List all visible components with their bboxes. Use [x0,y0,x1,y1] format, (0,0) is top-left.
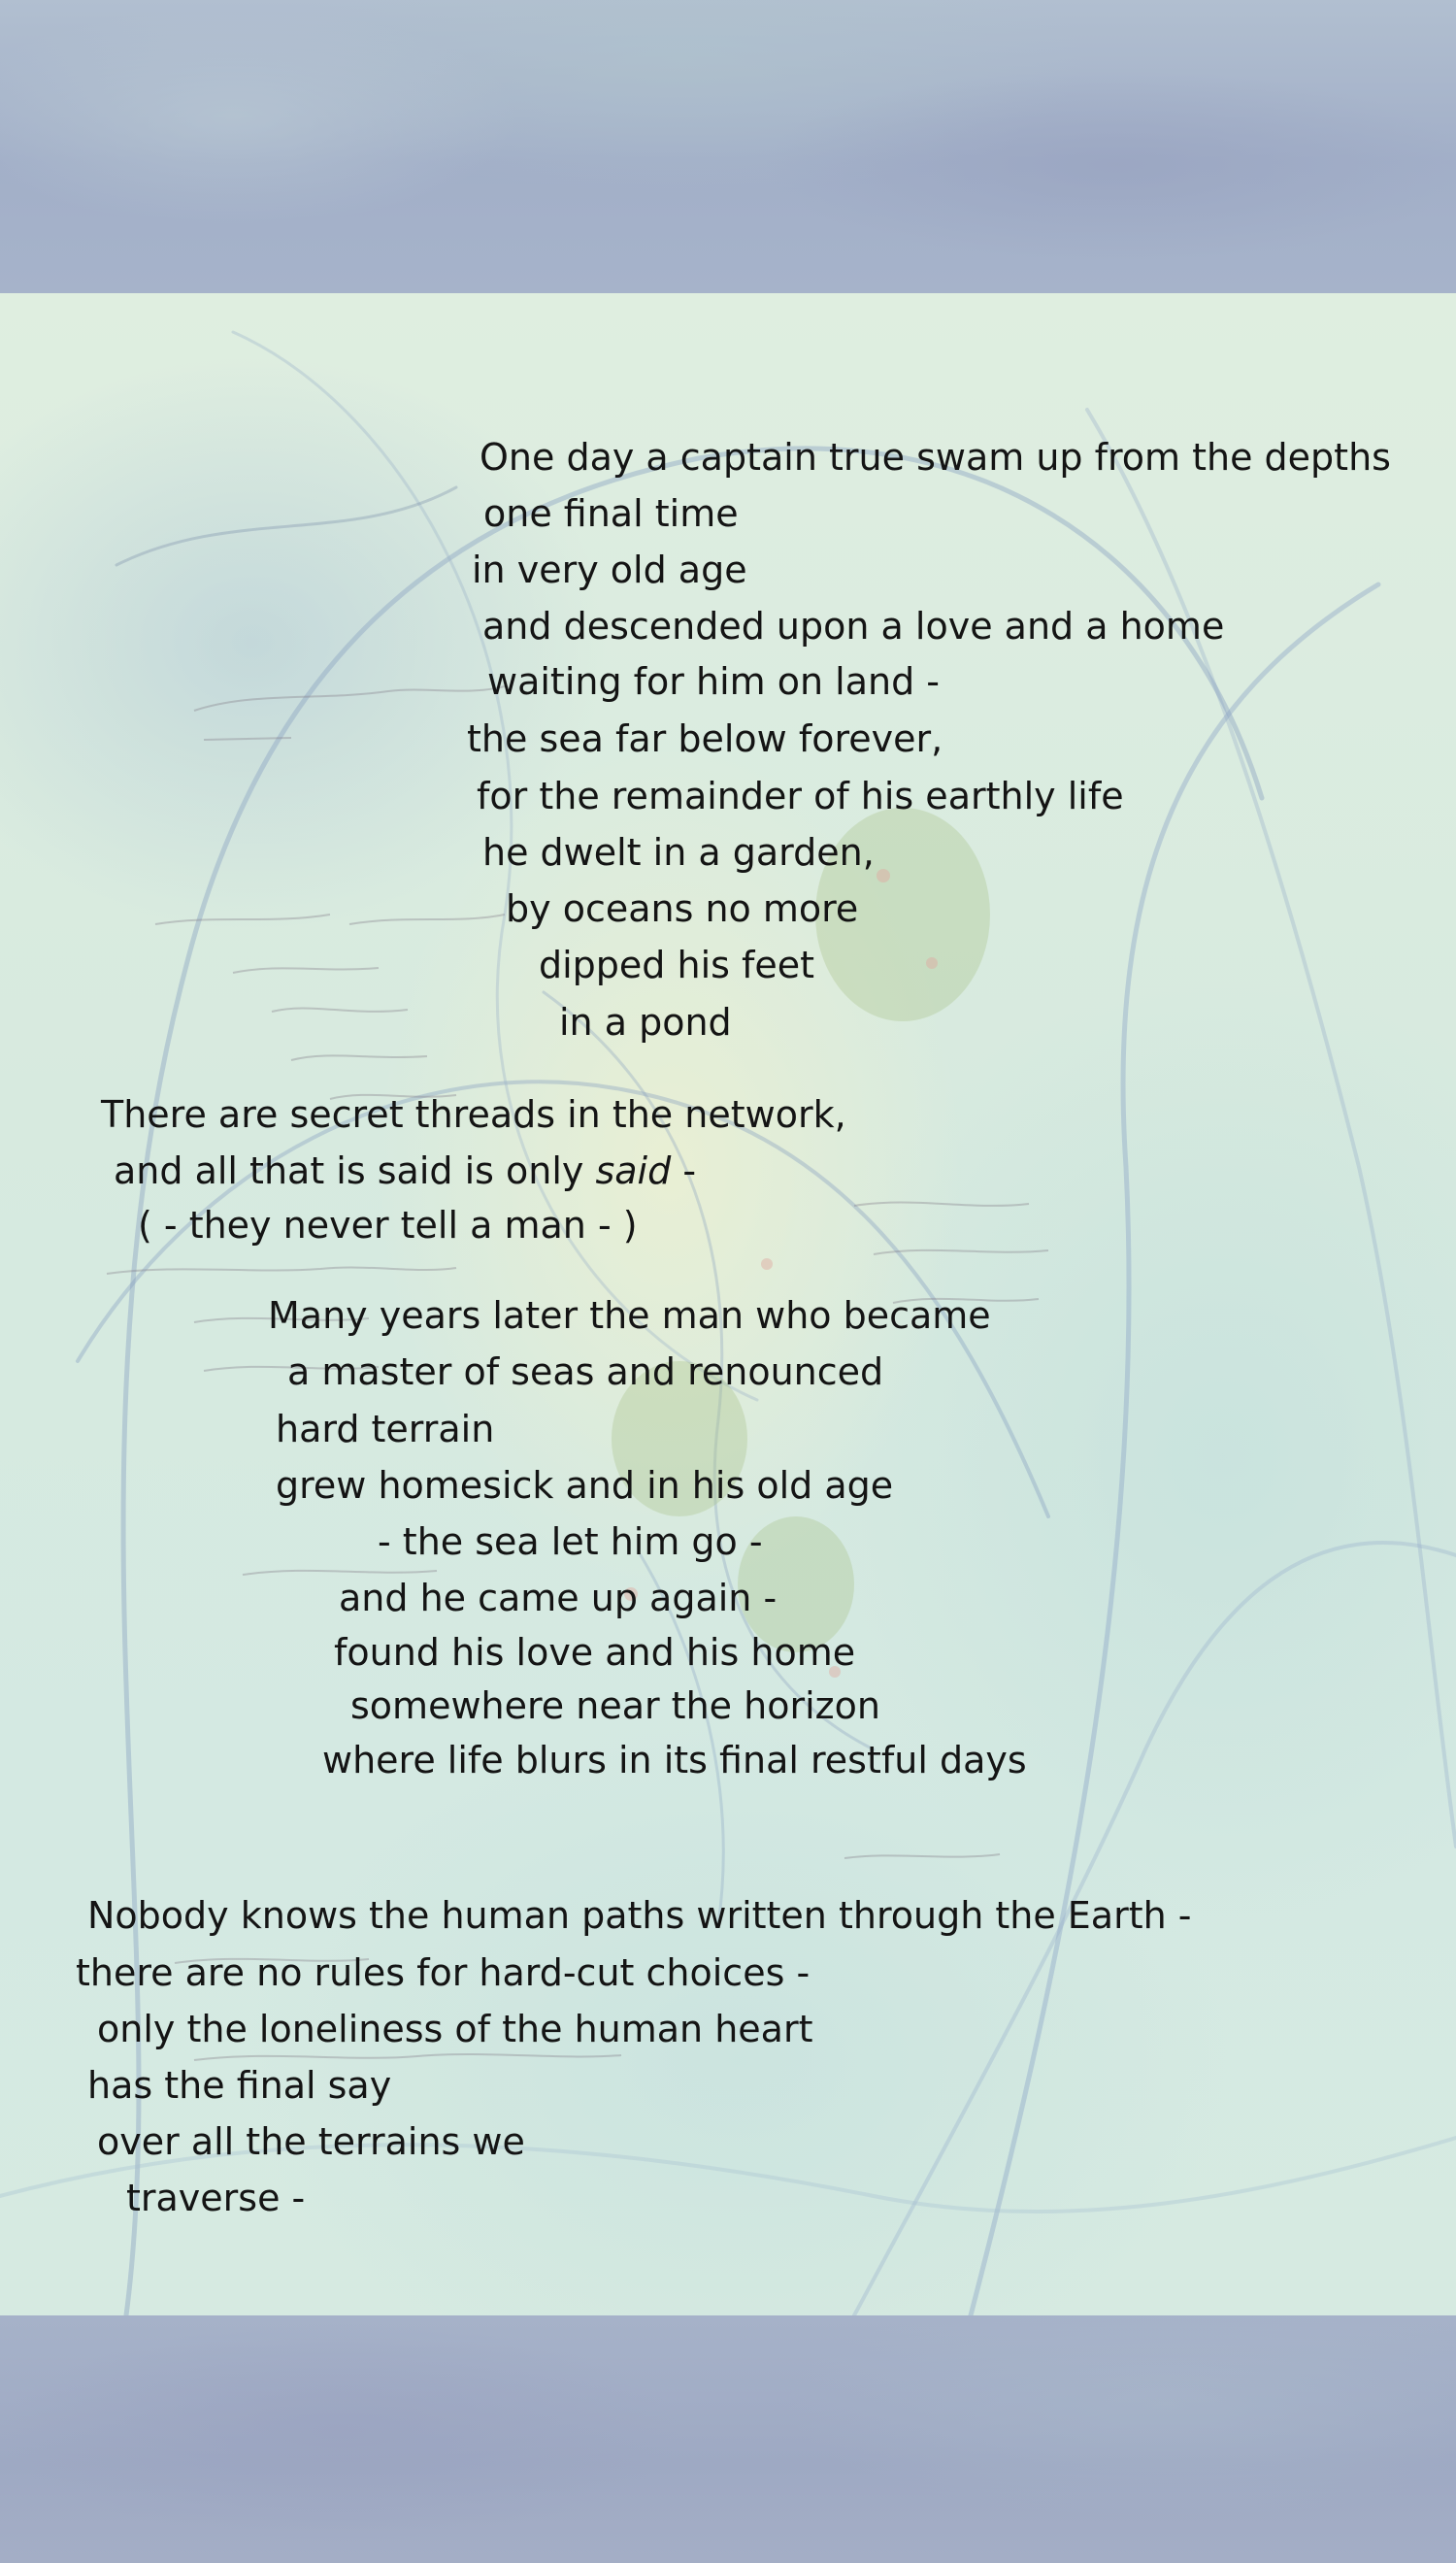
stanza-4-line-4: has the final say [87,2064,392,2107]
stanza-2-line-2-text: and all that is said is only [114,1149,596,1192]
stanza-1-line-4: and descended upon a love and a home [482,605,1225,648]
poem-page [0,293,1456,2315]
stanza-1-line-2: one final time [483,492,739,535]
stanza-2-line-2 [114,1148,696,1193]
stanza-3-line-1: Many years later the man who became [268,1294,991,1337]
stanza-2-line-2-dash: - [671,1149,697,1192]
top-watercolor-band [0,0,1456,293]
stanza-3-line-4: grew homesick and in his old age [276,1464,894,1507]
stanza-2-line-3: ( - they never tell a man - ) [138,1204,638,1247]
stanza-4-line-5: over all the terrains we [97,2120,525,2163]
stanza-4-line-3: only the loneliness of the human heart [97,2008,813,2050]
stanza-4-line-6: traverse - [126,2177,306,2219]
stanza-1-line-8: he dwelt in a garden, [482,831,875,874]
stanza-1-line-3: in very old age [472,549,747,591]
stanza-3-line-2: a master of seas and renounced [287,1350,884,1393]
stanza-3-line-8: somewhere near the horizon [350,1684,880,1727]
stanza-1-line-6: the sea far below forever, [467,717,943,760]
stanza-1-line-7: for the remainder of his earthly life [477,775,1124,817]
stanza-1-line-5: waiting for him on land - [487,660,940,703]
stanza-1-line-11: in a pond [559,1001,732,1044]
stanza-3-line-9: where life blurs in its final restful days [322,1739,1027,1781]
stanza-1-line-1: One day a captain true swam up from the depths [480,436,1391,479]
bottom-watercolor-band [0,2315,1456,2563]
stanza-3-line-5: - the sea let him go - [378,1520,763,1563]
stanza-4-line-1: Nobody knows the human paths written through the Earth - [87,1894,1192,1937]
stanza-1-line-10: dipped his feet [539,944,815,986]
poem [0,293,1456,2315]
stanza-4-line-2: there are no rules for hard-cut choices - [76,1951,811,1994]
stanza-3-line-7: found his love and his home [334,1631,856,1674]
stanza-1-line-9: by oceans no more [506,887,859,930]
stanza-3-line-6: and he came up again - [339,1577,778,1619]
stanza-2-emphasis: said [595,1149,672,1192]
stanza-2-line-1: There are secret threads in the network, [101,1093,846,1136]
stanza-3-line-3: hard terrain [276,1408,495,1450]
